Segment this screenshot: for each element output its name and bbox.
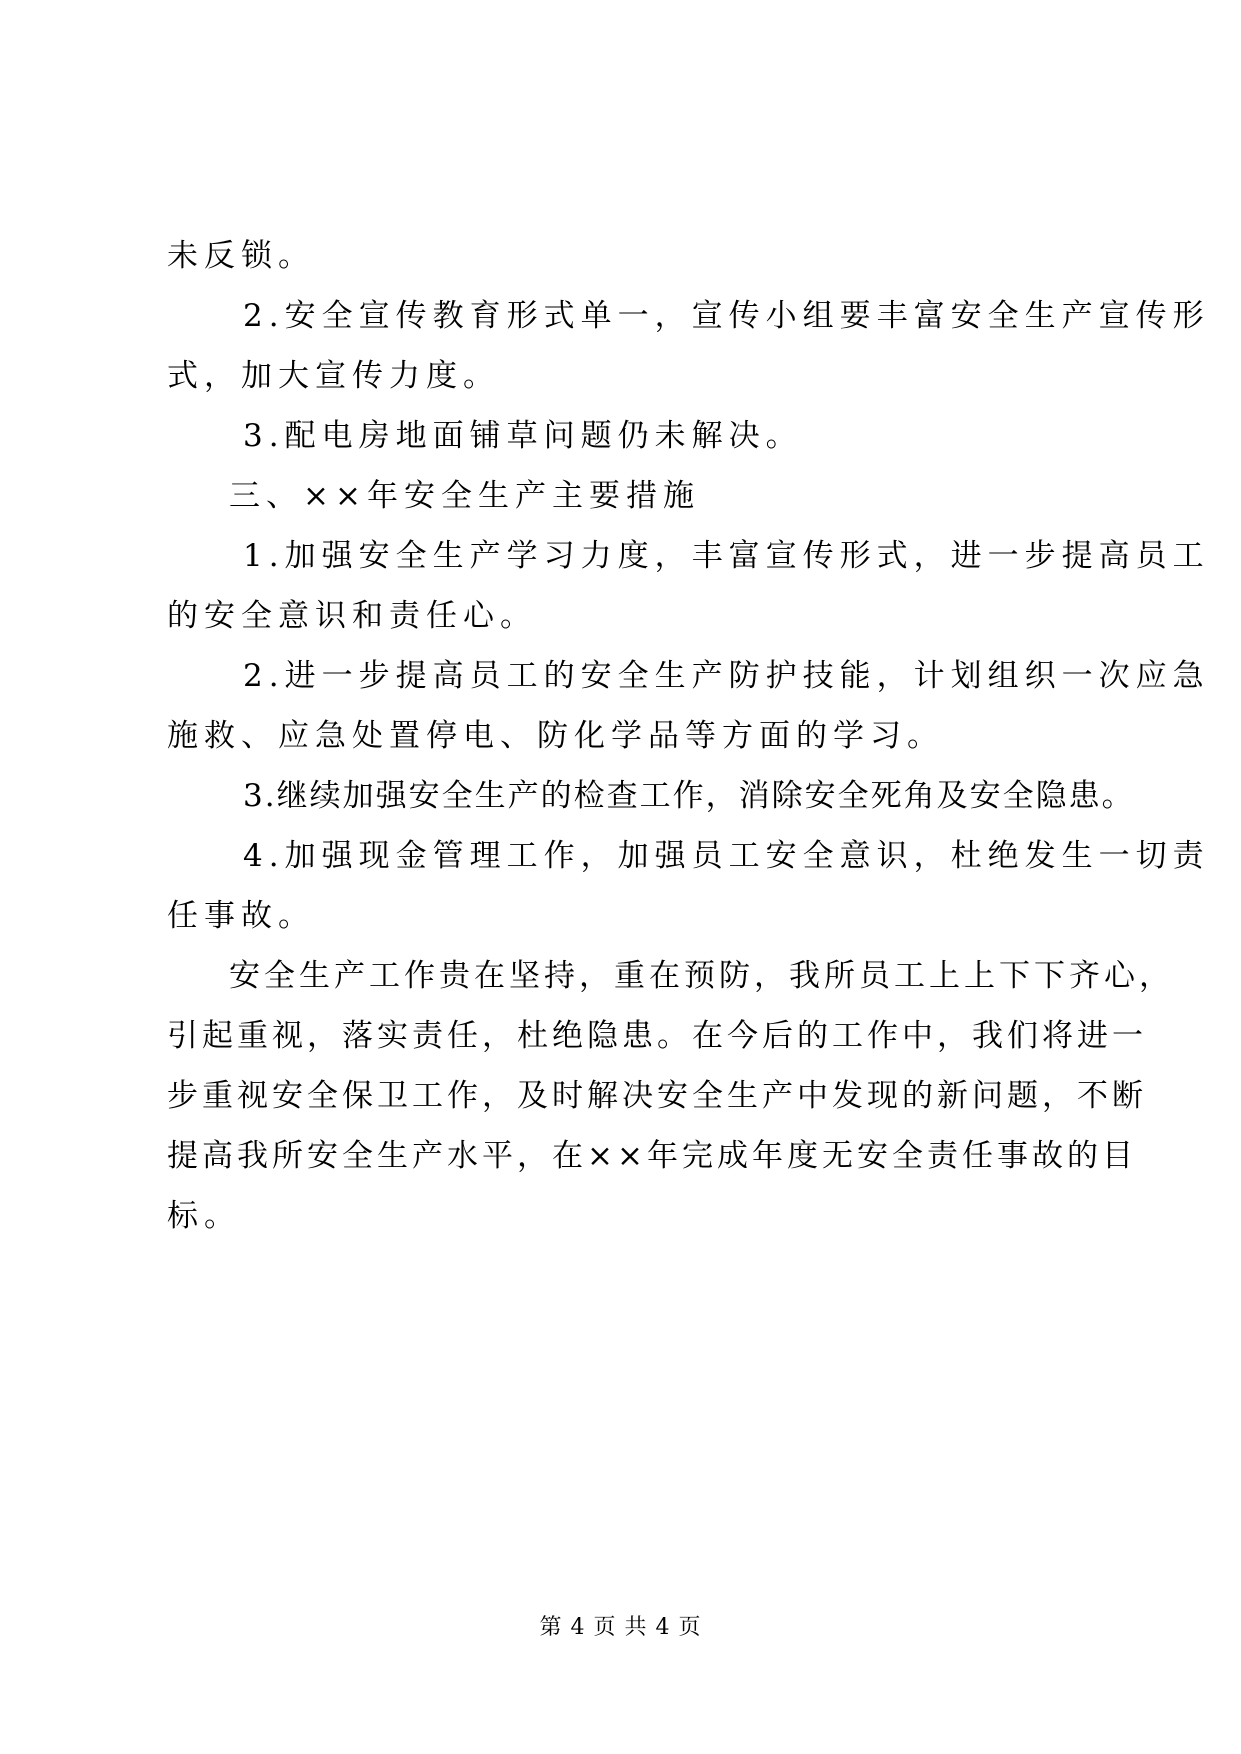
paragraph-line: 2.安全宣传教育形式单一，宣传小组要丰富安全生产宣传形 (243, 298, 1210, 334)
paragraph-line: 3.继续加强安全生产的检查工作，消除安全死角及安全隐患。 (243, 778, 1135, 814)
paragraph-line: 任事故。 (167, 898, 315, 934)
paragraph-line: 步重视安全保卫工作，及时解决安全生产中发现的新问题，不断 (167, 1078, 1147, 1114)
paragraph-line: 标。 (167, 1198, 241, 1234)
paragraph-line: 未反锁。 (167, 238, 315, 274)
paragraph-line: 2.进一步提高员工的安全生产防护技能，计划组织一次应急 (243, 658, 1210, 694)
paragraph-line: 引起重视，落实责任，杜绝隐患。在今后的工作中，我们将进一 (167, 1018, 1147, 1054)
paragraph-line: 4.加强现金管理工作，加强员工安全意识，杜绝发生一切责 (243, 838, 1210, 874)
document-body (167, 226, 1210, 1246)
paragraph-line: 施救、应急处置停电、防化学品等方面的学习。 (167, 718, 944, 754)
paragraph-line: 3.配电房地面铺草问题仍未解决。 (243, 418, 803, 454)
page-footer: 第 4 页 共 4 页 (539, 1615, 702, 1640)
section-heading: 三、××年安全生产主要措施 (229, 478, 700, 514)
paragraph-line: 安全生产工作贵在坚持，重在预防，我所员工上上下下齐心， (229, 958, 1174, 994)
paragraph-line: 提高我所安全生产水平，在××年完成年度无安全责任事故的目 (167, 1138, 1137, 1174)
paragraph-line: 1.加强安全生产学习力度，丰富宣传形式，进一步提高员工 (243, 538, 1210, 574)
paragraph-line: 的安全意识和责任心。 (167, 598, 537, 634)
paragraph-line: 式，加大宣传力度。 (167, 358, 500, 394)
